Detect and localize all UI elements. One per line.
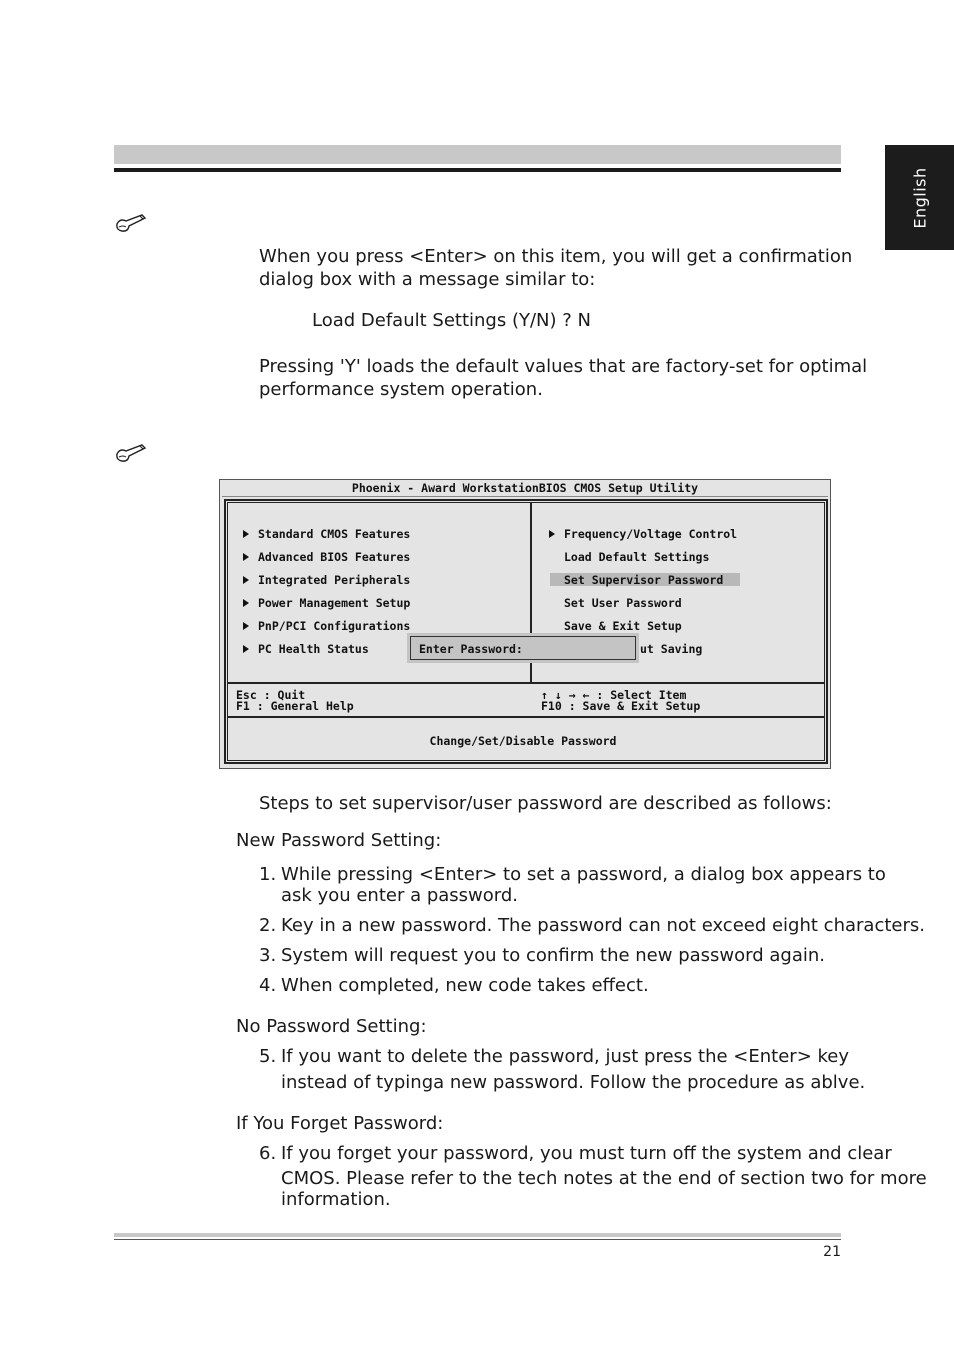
subheading-no-password: No Password Setting:	[236, 1016, 427, 1037]
list-item: If you want to delete the password, just press the <Enter> key	[281, 1046, 850, 1067]
list-item: CMOS. Please refer to the tech notes at the end of section two for more	[281, 1168, 927, 1189]
bios-menu-advanced-bios[interactable]: Advanced BIOS Features	[243, 550, 410, 564]
list-number: 4.	[259, 975, 277, 996]
list-number: 1.	[259, 864, 277, 885]
list-item: Key in a new password. The password can not exceed eight characters.	[281, 915, 925, 936]
subheading-forget-password: If You Forget Password:	[236, 1113, 444, 1134]
footer-rule	[114, 1233, 841, 1237]
help-quit: Esc : Quit	[236, 688, 306, 702]
list-item: While pressing <Enter> to set a password, a dialog box appears to	[281, 864, 886, 885]
bios-divider	[227, 682, 825, 684]
paragraph: Pressing 'Y' loads the default values that are factory-set for optimal	[259, 356, 868, 377]
pencil-note-icon	[114, 442, 148, 464]
bios-menu-standard-cmos[interactable]: Standard CMOS Features	[243, 527, 410, 541]
paragraph: performance system operation.	[259, 379, 543, 400]
bios-title: Phoenix - Award WorkstationBIOS CMOS Setup Utility	[351, 481, 699, 495]
bios-menu-frequency-voltage[interactable]: Frequency/Voltage Control	[549, 527, 737, 541]
header-gray-bar	[114, 145, 841, 164]
footer-rule	[114, 1239, 841, 1240]
list-item: System will request you to confirm the new password again.	[281, 945, 825, 966]
password-prompt-label: Enter Password:	[419, 642, 523, 656]
paragraph: dialog box with a message similar to:	[259, 269, 596, 290]
list-item: ask you enter a password.	[281, 885, 519, 906]
paragraph: When you press <Enter> on this item, you will get a confirmation	[259, 246, 853, 267]
language-tab-label: English	[910, 166, 929, 229]
page-number: 21	[823, 1244, 841, 1260]
help-general: F1 : General Help	[236, 699, 354, 713]
bios-menu-integrated-peripherals[interactable]: Integrated Peripherals	[243, 573, 410, 587]
bios-menu-save-exit[interactable]: Save & Exit Setup	[564, 619, 682, 633]
pencil-note-icon	[114, 212, 148, 234]
bios-setup-screenshot	[219, 479, 831, 769]
list-number: 6.	[259, 1143, 277, 1164]
bios-menu-set-user-password[interactable]: Set User Password	[564, 596, 682, 610]
bios-menu-exit-without-saving[interactable]: ut Saving	[640, 642, 703, 656]
bios-menu-load-defaults[interactable]: Load Default Settings	[564, 550, 710, 564]
header-rule	[114, 168, 841, 172]
bios-status-line: Change/Set/Disable Password	[429, 734, 617, 748]
bios-menu-power-management[interactable]: Power Management Setup	[243, 596, 410, 610]
language-tab	[885, 145, 954, 250]
bios-menu-pc-health[interactable]: PC Health Status	[243, 642, 369, 656]
help-select-item: ↑ ↓ → ← : Select Item	[541, 688, 687, 702]
list-item: information.	[281, 1189, 391, 1210]
list-number: 2.	[259, 915, 277, 936]
subheading-new-password: New Password Setting:	[236, 830, 442, 851]
bios-divider	[227, 716, 825, 718]
list-number: 5.	[259, 1046, 277, 1067]
help-save-exit: F10 : Save & Exit Setup	[541, 699, 701, 713]
list-item: When completed, new code takes effect.	[281, 975, 649, 996]
bios-menu-set-supervisor-password[interactable]: Set Supervisor Password	[564, 573, 724, 587]
list-number: 3.	[259, 945, 277, 966]
list-item: instead of typinga new password. Follow the procedure as ablve.	[281, 1072, 866, 1093]
paragraph: Steps to set supervisor/user password are described as follows:	[259, 793, 832, 814]
dialog-message-example: Load Default Settings (Y/N) ? N	[312, 310, 591, 331]
bios-menu-pnp-pci[interactable]: PnP/PCI Configurations	[243, 619, 410, 633]
list-item: If you forget your password, you must turn off the system and clear	[281, 1143, 892, 1164]
